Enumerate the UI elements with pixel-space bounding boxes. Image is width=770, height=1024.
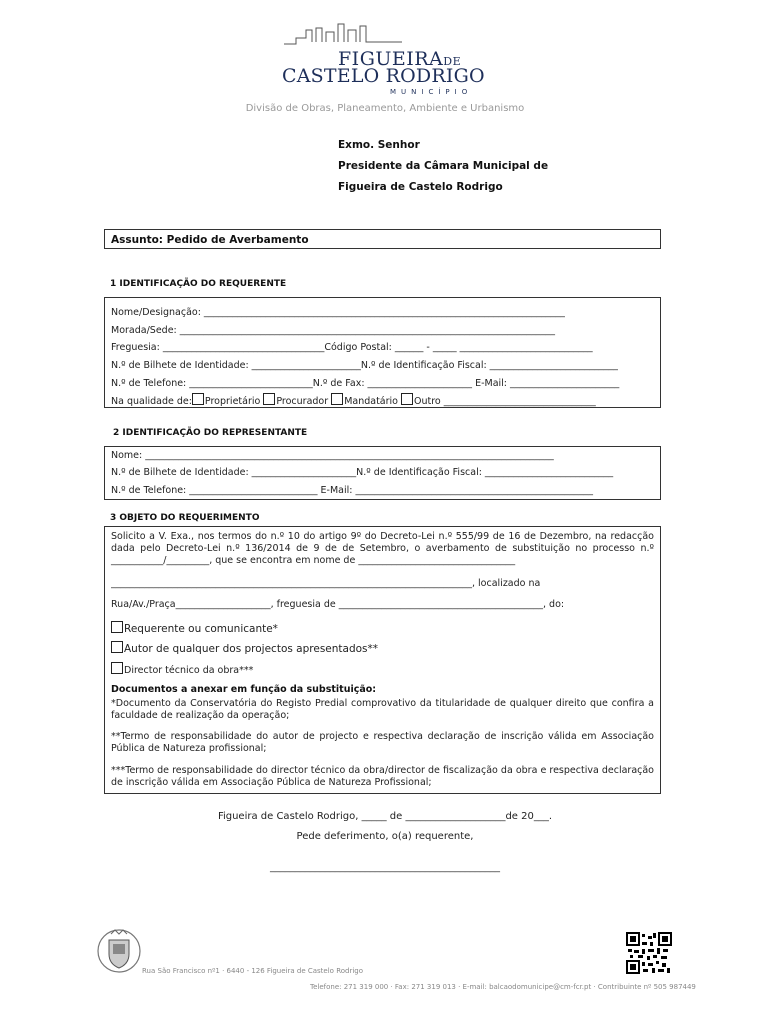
request-line: Pede deferimento, o(a) requerente, xyxy=(296,831,474,842)
date-line[interactable]: Figueira de Castelo Rodrigo, _____ de ____________________de 20___. xyxy=(217,811,553,822)
id-nif-field[interactable]: N.º de Bilhete de Identidade: _______________________N.º de Identificação Fiscal: ___________________________ xyxy=(111,360,618,371)
outro-field[interactable]: ________________________________ xyxy=(443,396,596,407)
rep-phone-email-field[interactable]: N.º de Telefone: ___________________________ E-Mail: __________________________________________________ xyxy=(111,485,593,496)
objeto-form xyxy=(104,526,661,794)
section2-title: 2 IDENTIFICAÇÃO DO REPRESENTANTE xyxy=(113,428,308,438)
option-director: Director técnico da obra*** xyxy=(111,662,253,676)
division-name: Divisão de Obras, Planeamento, Ambiente e Urbanismo xyxy=(245,103,525,114)
doc-2: **Termo de responsabilidade do autor de projecto e respectiva declaração de inscrição válida em Associação Pública de Natureza profissional; xyxy=(111,731,654,754)
doc-1: *Documento da Conservatória do Registo Predial comprovativo da titularidade de qualquer direito que confira a faculdade de realização da operação; xyxy=(111,698,654,721)
municipality-logo xyxy=(282,20,492,95)
option-mandatario: Mandatário xyxy=(344,396,398,407)
doc-3: ***Termo de responsabilidade do director técnico da obra/director de fiscalização da obra e respectiva declaração de inscrição válida em Associação Pública de Natureza Profissional; xyxy=(111,765,654,788)
request-paragraph: Solicito a V. Exa., nos termos do n.º 10 do artigo 9º do Decreto-Lei n.º 555/99 de 16 de Dezembro, na redacção dada pelo Decreto-Lei n.º 136/2014 de 9 de de Setembro, o averbamento de substituição no processo n.º ___________/_________, que se encontra em nome de _________________________________ xyxy=(111,531,654,566)
section3-title: 3 OBJETO DO REQUERIMENTO xyxy=(110,513,260,523)
option-procurador: Procurador xyxy=(276,396,329,407)
requerente-form xyxy=(104,297,661,408)
name-field[interactable]: Nome/Designação: ____________________________________________________________________________ xyxy=(111,307,565,318)
option-proprietario: Proprietário xyxy=(204,396,261,407)
addressee-line-1: Exmo. Senhor xyxy=(338,139,420,151)
checkbox-mandatario[interactable] xyxy=(331,393,343,405)
castle-outline-icon xyxy=(282,20,412,50)
qualidade-label: Na qualidade de: xyxy=(111,396,192,407)
location-line[interactable]: ____________________________________________________________________________, localizado na xyxy=(111,578,541,589)
logo-line-figueira: FIGUEIRADE xyxy=(338,48,462,70)
checkbox-autor[interactable] xyxy=(111,641,123,653)
subject-box: Assunto: Pedido de Averbamento xyxy=(104,229,661,249)
footer-address: Rua São Francisco nº1 · 6440 - 126 Figueira de Castelo Rodrigo xyxy=(142,967,364,975)
phone-fax-email-field[interactable]: N.º de Telefone: __________________________N.º de Fax: ______________________ E-Mail: _______________________ xyxy=(111,378,620,389)
street-parish-line[interactable]: Rua/Av./Praça____________________, freguesia de ___________________________________________, do: xyxy=(111,599,565,610)
checkbox-director[interactable] xyxy=(111,662,123,674)
checkbox-proprietario[interactable] xyxy=(192,393,204,405)
option-requerente: Requerente ou comunicante* xyxy=(111,621,278,635)
option-autor: Autor de qualquer dos projectos apresentados** xyxy=(111,641,378,655)
docs-title: Documentos a anexar em função da substituição: xyxy=(111,684,377,695)
signature-line[interactable]: ______________________________________________ xyxy=(270,862,500,873)
checkbox-outro[interactable] xyxy=(401,393,413,405)
checkbox-procurador[interactable] xyxy=(263,393,275,405)
coat-of-arms-icon xyxy=(95,928,143,974)
address-field[interactable]: Morada/Sede: _______________________________________________________________________________ xyxy=(111,325,556,336)
checkbox-requerente[interactable] xyxy=(111,621,123,633)
addressee-line-2: Presidente da Câmara Municipal de xyxy=(338,160,549,172)
representante-form xyxy=(104,446,661,500)
rep-name-field[interactable]: Nome: ______________________________________________________________________________________ xyxy=(111,450,554,461)
qr-code-icon xyxy=(626,932,672,974)
addressee-line-3: Figueira de Castelo Rodrigo xyxy=(338,181,503,193)
option-outro: Outro xyxy=(414,396,441,407)
logo-line-municipio: MUNICÍPIO xyxy=(390,88,473,96)
logo-line-castelo-rodrigo: CASTELO RODRIGO xyxy=(282,65,485,87)
section1-title: 1 IDENTIFICAÇÃO DO REQUERENTE xyxy=(110,279,287,289)
qualidade-row xyxy=(111,393,596,407)
parish-postal-field[interactable]: Freguesia: __________________________________Código Postal: ______ - _____ ____________________________ xyxy=(111,342,593,353)
footer-contacts: Telefone: 271 319 000 · Fax: 271 319 013 · E-mail: balcaodomunicipe@cm-fcr.pt · Contribuinte nº 505 987449 xyxy=(310,983,696,991)
rep-id-nif-field[interactable]: N.º de Bilhete de Identidade: ______________________N.º de Identificação Fiscal: ___________________________ xyxy=(111,467,614,478)
